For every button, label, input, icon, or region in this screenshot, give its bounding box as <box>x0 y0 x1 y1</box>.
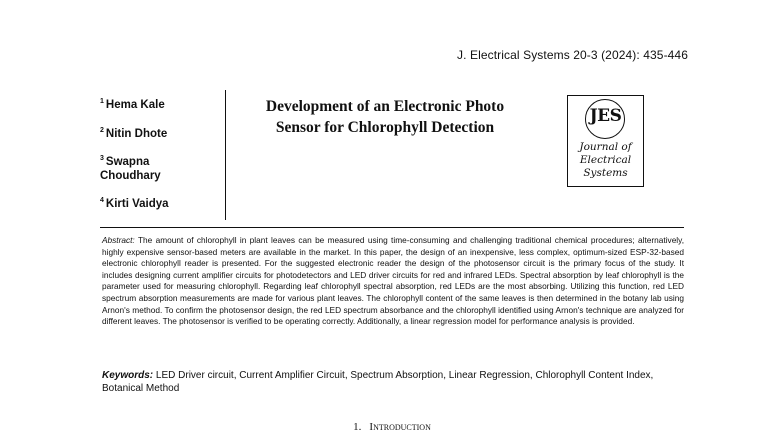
abstract-text: The amount of chlorophyll in plant leaves can be measured using time-consuming and challenging traditional chemical procedures; alternatively, highly expensive sensor-based meters are available in the market. In this paper, the design of an inexpensive, less complex, optimum-sized ESP-32-based electronic chlorophyll reader is presented. For the suggested electronic reader the design of the photosensor circuit is the primary focus of the study. It includes designing current amplifier circuits for photodetectors and LED driver circuits for red and infrared LEDs. Spectral absorption by leaf chlorophyll is the parameter used for measuring chlorophyll. Regarding leaf chlorophyll spectral absorption, red LEDs are the most absorbing. Utilizing this function, red LED spectrum absorption measurements are made for various plant leaves. The chlorophyll content of the same leaves is then determined in the botany lab using Arnon's method. To confirm the photosensor design, the red LED spectrum absorbance and the chlorophyll identified using Arnon's technique are analyzed for different leaves. The photosensor is verified to be operating correctly. Additionally, a linear regression model for performance analysis is provided. <box>102 235 684 327</box>
author-4 <box>100 194 169 211</box>
keywords-label: Keywords: <box>102 370 154 381</box>
keywords <box>102 370 684 395</box>
header-vertical-divider <box>225 90 226 220</box>
author-2-name: Nitin Dhote <box>105 127 168 140</box>
author-2 <box>100 124 167 141</box>
author-1-affiliation: 1 <box>100 98 104 105</box>
logo-abbreviation: JES <box>589 106 622 126</box>
author-1 <box>100 95 165 112</box>
logo-line-2: Electrical <box>579 154 632 166</box>
author-3 <box>100 152 180 183</box>
logo-line-1: Journal of <box>579 141 632 153</box>
author-2-affiliation: 2 <box>100 127 104 134</box>
section-title: Introduction <box>369 421 431 433</box>
section-heading-introduction <box>0 421 784 433</box>
author-4-affiliation: 4 <box>100 197 104 204</box>
journal-reference: J. Electrical Systems 20-3 (2024): 435-446 <box>457 48 688 62</box>
title-line-2: Sensor for Chlorophyll Detection <box>275 119 495 136</box>
author-4-name: Kirti Vaidya <box>105 197 169 210</box>
paper-title <box>232 96 538 138</box>
abstract-label: Abstract: <box>102 235 135 245</box>
logo-line-3: Systems <box>583 167 628 179</box>
section-number: 1. <box>353 421 362 433</box>
author-3-name: Swapna Choudhary <box>100 155 161 182</box>
abstract <box>102 235 684 328</box>
journal-logo <box>567 95 644 187</box>
header-horizontal-divider <box>100 227 684 228</box>
keywords-text: LED Driver circuit, Current Amplifier Circuit, Spectrum Absorption, Linear Regression, Chlorophyll Content Index, Botanical Method <box>102 370 654 394</box>
title-line-1: Development of an Electronic Photo <box>265 98 505 115</box>
author-1-name: Hema Kale <box>105 98 165 111</box>
author-3-affiliation: 3 <box>100 155 104 162</box>
